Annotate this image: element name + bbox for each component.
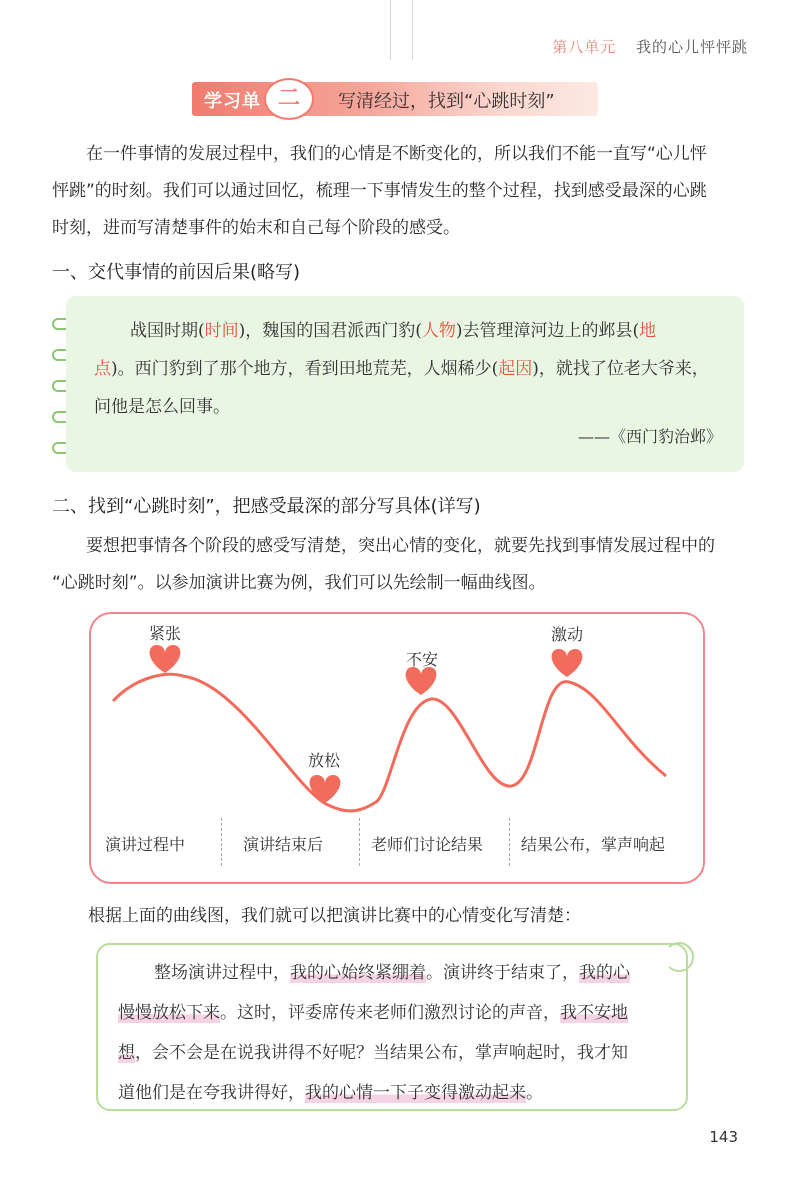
unit-theme: 我的心儿怦怦跳 [635,38,748,56]
heart-icon-uneasy [406,667,437,695]
page-header [552,36,748,57]
mood-highlight: 我的心 [579,963,630,983]
stage-label: 老师们讨论结果 [371,835,484,854]
gutter-line-right [412,0,413,60]
worksheet-tag: 学习单 [204,91,261,112]
title-banner [192,82,598,116]
heart-icon-nervous [150,645,181,673]
unit-label: 第八单元 [552,38,617,56]
section2-line: “心跳时刻”。以参加演讲比赛为例，我们可以先绘制一幅曲线图。 [52,573,546,593]
example-text: 战国时期(时间)，魏国的国君派西门豹(人物)去管理漳河边上的邺县(地 点)。西门豹到了那个地方，看到田地荒芜，人烟稀少(起因)，就找了位老大爷来， 问他是怎么回事。 [94,321,709,417]
emotion-label-uneasy: 不安 [406,650,439,669]
ring-decoration [664,942,694,972]
label-place-1: 地 [639,321,657,341]
mood-highlight: 我不安地 [560,1003,628,1023]
section1-heading: 一、交代事情的前因后果(略写) [52,262,301,283]
page-number: 143 [709,1128,738,1146]
mood-curve [113,674,666,810]
section2-line: 要想把事情各个阶段的感受写清楚，突出心情的变化，就要先找到事情发展过程中的 [86,536,715,556]
section2-paragraph [52,528,752,602]
stage-divider [509,818,510,866]
intro-line: 怦跳”的时刻。我们可以通过回忆，梳理一下事情发生的整个过程，找到感受最深的心跳 [52,181,707,201]
worksheet-number: 二 [264,78,314,120]
after-chart-text: 根据上面的曲线图，我们就可以把演讲比赛中的心情变化写清楚： [88,906,581,926]
result-text: 整场演讲过程中，我的心始终紧绷着。演讲终于结束了，我的心 慢慢放松下来。这时，评委席传来老师们激烈讨论的声音，我不安地 想，会不会是在说我讲得不好呢？当结果公布，掌声响起时，我才知 道他们是在夸我讲得好，我的心情一下子变得激动起来。 [118,963,630,1103]
mood-highlight: 慢慢放松下来 [118,1003,220,1023]
label-place-2: 点 [94,359,111,379]
intro-paragraph [52,136,752,247]
mood-highlight: 我的心始终紧绷着 [290,963,426,983]
heart-icon-relaxed [310,775,341,803]
gutter-line-left [390,0,391,60]
heart-icon-excited [552,649,583,677]
stage-label: 结果公布，掌声响起 [521,835,666,854]
mood-curve-chart [89,612,705,884]
emotion-label-excited: 激动 [551,625,584,644]
example-source: ——《西门豹治邺》 [577,427,722,446]
label-cause: 起因 [498,359,533,379]
mood-highlight: 想 [118,1043,135,1063]
result-box [96,943,688,1111]
mood-highlight: 我的心情一下子变得激动起来 [305,1083,526,1103]
label-person: 人物 [421,321,456,341]
example-box [66,296,744,472]
intro-line: 时刻，进而写清楚事件的始末和自己每个阶段的感受。 [52,218,460,238]
stage-divider [359,818,360,866]
stage-label: 演讲过程中 [105,835,186,854]
worksheet-title: 写清经过，找到“心跳时刻” [338,91,555,112]
intro-line: 在一件事情的发展过程中，我们的心情是不断变化的，所以我们不能一直写“心儿怦 [86,144,707,164]
section2-heading: 二、找到“心跳时刻”，把感受最深的部分写具体(详写) [52,496,481,517]
emotion-label-nervous: 紧张 [149,624,182,643]
stage-label: 演讲结束后 [243,835,324,854]
label-time: 时间 [204,321,239,341]
stage-divider [221,818,222,866]
emotion-label-relaxed: 放松 [308,751,341,770]
stage-row [91,812,703,872]
